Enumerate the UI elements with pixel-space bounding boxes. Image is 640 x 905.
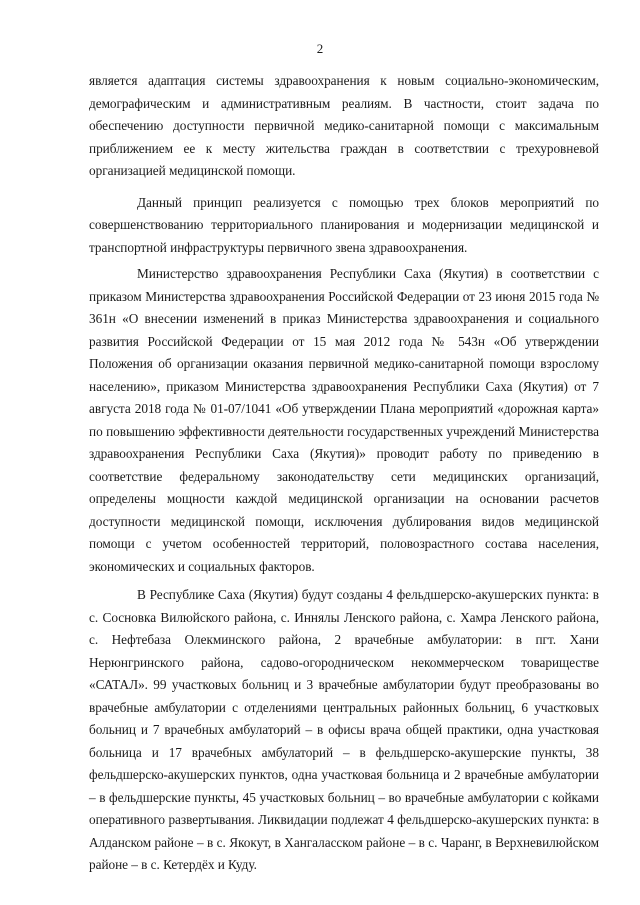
- paragraph-2: Данный принцип реализуется с помощью трех блоков мероприятий по совершенствованию территориального планирования и модернизации медицинской и транспортной инфраструктуры первичного звена здравоохранения.: [89, 194, 599, 255]
- paragraph-1: является адаптация системы здравоохранения к новым социально-экономическим, демографическим и административным реалиям. В частности, стоит задача по обеспечению доступности первичной медико-санитарной помощи с максимальным приближением ее к месту жительства граждан в соответствии с трехуровневой организацией медицинской помощи.: [89, 73, 599, 178]
- paragraph-3: Министерство здравоохранения Республики Саха (Якутия) в соответствии с приказом Министерства здравоохранения Российской Федерации от 23 июня 2015 года № 361н «О внесении изменений в приказ Министерства здравоохранения и социального развития Российской Федерации от 15 мая 2012 года № 543н «Об утверждении Положения об организации оказания первичной медико-санитарной помощи взрослому населению», приказом Министерства здравоохранения Республики Саха (Якутия) от 7 августа 2018 года № 01-07/1041 «Об утверждении Плана мероприятий «дорожная карта» по повышению эффективности деятельности государственных учреждений Министерства здравоохранения Республики Саха (Якутия)» проводит работу по приведению в соответствие федеральному законодательству сети медицинских организаций, определены мощности каждой медицинской организации на основании расчетов доступности медицинской помощи, исключения дублирования видов медицинской помощи с учетом особенностей территорий, половозрастного состава населения, экономических и социальных факторов.: [89, 266, 599, 574]
- paragraph-4: В Республике Саха (Якутия) будут созданы 4 фельдшерско-акушерских пункта: в с. Сосновка Вилюйского района, с. Иннялы Ленского района, с. Хамра Ленского района, с. Нефтебаза Олекминского района, 2 врачебные амбулатории: в пгт. Хани Нерюнгринского района, садово-огородническом некоммерческом товариществе «САТАЛ». 99 участковых больниц и 3 врачебные амбулатории будут преобразованы во врачебные амбулатории с отделениями центральных районных больниц, 6 участковых больниц и 7 врачебных амбулаторий – в офисы врача общей практики, одна участковая больница и 17 врачебных амбулаторий – в фельдшерско-акушерские пункты, 38 фельдшерско-акушерских пунктов, одна участковая больница и 2 врачебные амбулатории – в фельдшерские пункты, 45 участковых больниц – во врачебные амбулатории с койками оперативного развертывания. Ликвидации подлежат 4 фельдшерско-акушерских пункта: в Алданском районе – в с. Якокут, в Хангаласском районе – в с. Чаранг, в Верхневилюйском районе – в с. Кетердёх и Куду.: [89, 587, 599, 872]
- body-text: [89, 70, 599, 877]
- page-number: 2: [316, 41, 324, 56]
